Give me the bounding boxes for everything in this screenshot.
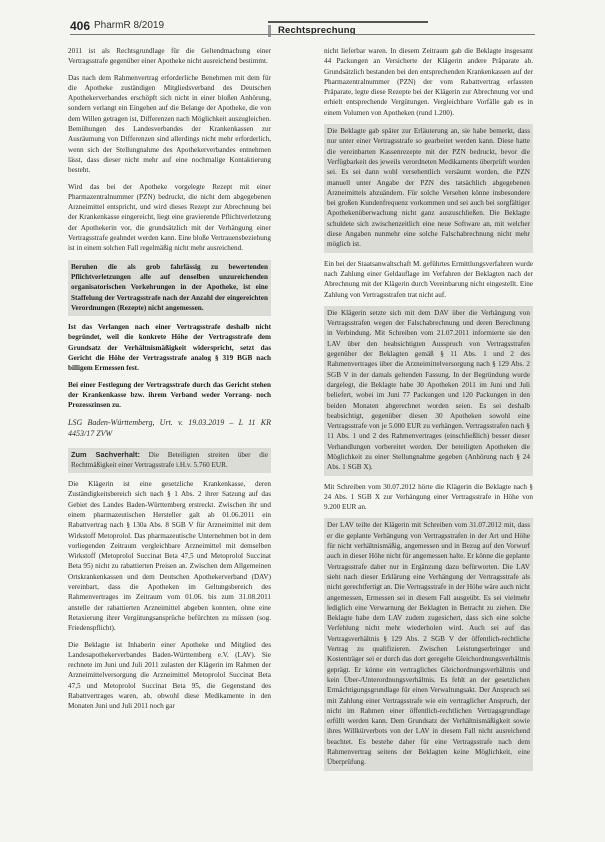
paragraph: Die Klägerin setzte sich mit dem DAV über die Verhängung von Vertragsstrafen wegen der Falschabrechnung und deren Berechnung in Verbindung. Mit Schreiben vom 21.07.2011 informierte sie den LAV über den beabsichtigten Ausspruch von Vertragsstrafen gegenüber der Beklagten gemäß § 11 Abs. 1 und 2 des Rahmenvertrages über die Arzneimittelversorgung nach § 129 Abs. 2 SGB V in der damals geltenden Fassung. In der Begründung wurde dargelegt, die Beklagte habe 30 Apotheken 2011 im Juni und Juli beliefert, wobei im Juni 77 Packungen und 120 Packungen in den beiden Monaten abgerechnet worden seien. Es sei deshalb beabsichtigt, gegenüber diesen 30 Apotheken sowohl eine Vertragsstrafe von je 5.000 EUR zu verhängen. Vertragsstrafen nach § 11 Abs. 1 und 2 des Rahmenvertrages (einschließlich) besser dieser Verhandlungen vorbereitet werden. Der beteiligten Apotheken die Möglichkeit zu einer Stellungnahme gegeben (Anhörung nach § 24 Abs. 1 SGB X).: [327, 308, 530, 472]
paragraph: Wird das bei der Apotheke vorgelegte Rezept mit einer Pharmazentralnummer (PZN) bedruckt, die nicht dem abgegebenen Arzneimittel entspricht, und wird dieses Rezept zur Abrechnung bei der Krankenkasse eingereicht, liegt eine gravierende Pflichtverletzung der Apothekerin vor, die grundsätzlich mit der Verhängung einer Vertragsstrafe geahndet werden kann. Eine bloße Vertrauensbeziehung ist in einem solchen Fall regelmäßig nicht mehr ausreichend.: [68, 182, 271, 253]
headnote-paragraph: Beruhen die als grob fahrlässig zu bewertenden Pflichtverletzungen alle auf denselben unzureichenden organisatorischen Vorkehrungen in der Apotheke, ist eine Staffelung der Vertragsstrafe nach der Anzahl der eingereichten Verordnungen (Rezepte) nicht angemessen.: [71, 262, 268, 312]
shaded-paragraph: [324, 518, 533, 770]
right-column: [324, 46, 533, 777]
paragraph: Die Klägerin ist eine gesetzliche Krankenkasse, deren Zuständigkeitsbereich sich nach § 1 Abs. 2 ihrer Satzung auf das Gebiet des Landes Baden-Württemberg erstreckt. Zwischen ihr und einem pharmazeutischen Hersteller galt ab 01.06.2011 ein Rabattvertrag nach § 130a Abs. 8 SGB V für Arzneimittel mit dem Wirkstoff Metoprolol. Das pharmazeutische Unternehmen bot in dem vorliegenden Zeitraum vergleichbare Arzneimittel mit demselben Wirkstoff (Metoprolol Succinat Beta 47,5 und Metoprolol Succinat Beta 95) nicht zu rabattierten Preisen an. Zwischen dem Allgemeinen Ortskrankenkassen und dem Deutschen Apothekerverband (DAV) vereinbart, dass die Apotheken im Geltungsbereich des Rahmenvertrages im Zeitraum vom 01.06. bis zum 31.08.2011 anstelle der rabattierten Arzneimittel abgeben konnten, ohne eine Retaxierung ihrer Vergütungsansprüche befürchten zu müssen (sog. Friedenspflicht).: [68, 480, 271, 633]
sachverhalt-intro: Die Beteiligten streiten über die Rechtmäßigkeit einer Vertragsstrafe i.H.v. 5.760 EUR.: [71, 450, 269, 469]
headnote-paragraph: Bei einer Festlegung der Vertragsstrafe durch das Gericht stehen der Krankenkasse bzw. ihrem Verband weder Vorrang- noch Prozesszinsen zu.: [68, 380, 271, 410]
headnote-paragraph: Ist das Verlangen nach einer Vertragsstrafe deshalb nicht begründet, weil die konkrete Höhe der Vertragsstrafe dem Grundsatz der Verhältnismäßigkeit widerspricht, setzt das Gericht die Höhe der Vertragsstrafe analog § 319 BGB nach billigem Ermessen fest.: [68, 323, 271, 373]
shaded-paragraph: [324, 306, 533, 476]
sachverhalt-box: [68, 448, 271, 474]
page-header: [0, 8, 605, 40]
paragraph: Mit Schreiben vom 30.07.2012 hörte die Klägerin die Beklagte nach § 24 Abs. 1 SGB X zur Verhängung einer Vertragsstrafe in Höhe von 9.200 EUR an.: [324, 482, 533, 512]
headnote-box: [68, 260, 271, 316]
header-rule: [70, 34, 535, 35]
sachverhalt-label: Zum Sachverhalt:: [71, 449, 140, 459]
left-column: [68, 46, 271, 718]
paragraph: Die Beklagte ist Inhaberin einer Apotheke und Mitglied des Landesapothekerverbandes Baden-Württemberg e.V. (LAV). Sie rechnete im Juni und Juli 2011 zulasten der Klägerin im Rahmen der Arzneimittelversorgung die Arzneimittel Metoprolol Succinat Beta 47,5 und Metoprolol Succinat Beta 95, die Gegenstand des Rabattvertrages waren, ab, obwohl diese Medikamente in den Monaten Juni und Juli 2011 noch gar: [68, 640, 271, 711]
shaded-paragraph: [324, 124, 533, 253]
paragraph: Das nach dem Rahmenvertrag erforderliche Benehmen mit dem für die Apotheke zuständigen Mitgliedsverband des Deutschen Apothekerverbandes erschöpft sich nicht in einer bloßen Anhörung, sondern verlangt ein Eingehen auf die Belange der Apotheke, die von dem Willen getragen ist, Differenzen nach Möglichkeit auszugleichen. Bemühungen des Landesverbandes der Krankenkassen zur Ausräumung von Differenzen sind allerdings nicht mehr erforderlich, wenn sich der Stellungnahme des Apothekerverbandes entnehmen lässt, dass dieser nicht mehr auf eine nochmalige Kontaktierung besteht.: [68, 73, 271, 175]
paragraph: nicht lieferbar waren. In diesem Zeitraum gab die Beklagte insgesamt 44 Packungen an Versicherte der Klägerin andere Präparate ab. Grundsätzlich bestanden bei den entsprechenden Krankenkassen auf der Pharmazentralnummer (PZN) der vom Rabattvertrag erfassten Präparate, legte diese Rezepte bei der Klägerin zur Abrechnung vor und erhielt entsprechende Vergütungen. Vergleichbare Vorfälle gab es in einem Volumen von Apotheken (rund 1.200).: [324, 47, 533, 117]
section-title: Rechtsprechung: [268, 21, 428, 37]
paragraph: 2011 ist als Rechtsgrundlage für die Geltendmachung einer Vertragsstrafe gegenüber einer Apotheke nicht ausreichend bestimmt.: [68, 47, 271, 66]
page-number: 406: [70, 19, 91, 33]
paragraph: Die Beklagte gab später zur Erläuterung an, sie habe bemerkt, dass nur unter einer Vertragsstrafe so gearbeitet werden kann. Diese hatte die vereinbarten Kassenrezepte mit der PZN bedruckt, bevor die Verfügbarkeit des jeweils verordneten Medikaments überprüft worden sei. Es sei dann wohl versehentlich versäumt worden, die PZN manuell unter Angabe der PZN des tatsächlich abgegebenen Arzneimittels abzuändern. Für solche Versehen könne insbesondere bei großen Kundenfrequenz vorkommen und sei auch bei sorgfältiger Apothekenüberwachung nicht ganz auszuschließen. Die Beklagte schuldete sich zwischenzeitlich eine neue Software an, mit welcher diese Angaben nunmehr eine solche Falschabrechnung nicht mehr möglich ist.: [327, 127, 530, 249]
journal-name: PharmR 8/2019: [94, 20, 165, 31]
paragraph: Der LAV teilte der Klägerin mit Schreiben vom 31.07.2012 mit, dass er die geplante Verhängung von Vertragsstrafen in der Art und Höhe für nicht verhältnismäßig, angemessen und in Bezug auf den Vorwurf auch in dieser Höhe nicht für angemessen halte. Er könne die geplante Vertragsstrafe daher nur in Ergänzung dazu befürworten. Die LAV sieht nach dieser Erklärung eine Verhängung der Vertragsstrafe als nicht gerechtfertigt an. Die Vertragsstrafe in der Höhe wäre auch nicht angemessen, Ermessen sei in diesem Fall ausgeübt. Es sei vielmehr lediglich eine Verwarnung der Beklagten in Betracht zu ziehen. Die Beklagte habe dem LAV zudem zugesichert, dass sich eine solche Verfehlung nicht mehr wiederholen wird. Auch sei auf das Vertragsverhältnis § 129 Abs. 2 SGB V der öffentlich-rechtliche Vertrag zu qualifizieren. Zwischen Leistungserbringer und Kostenträger sei er durch das dort geregelte Gleichordnungsverhältnis geprägt. Er könne ein vertragliches Gleichordnungsverhältnis und kein Über-/Unterordnungsverhältnis. Es fehlt an der gesetzlichen Ermächtigungsgrundlage für einen Verwaltungsakt. Der Anspruch sei mit Zahlung einer Vertragsstrafe wie ein vertraglicher Anspruch, der nicht im Rahmen einer öffentlich-rechtlichen Vertragsgrundlage erfüllt werden kann. Dem Grundsatz der Verhältnismäßigkeit sowie ihres Willkürverbots von der LAV in diesem Fall nicht ausreichend beachtet. Es bestehe daher für eine Vertragsstrafe nach dem Rahmenvertrag seitens der Beklagten keine Möglichkeit, eine Überprüfung.: [327, 521, 530, 767]
paragraph: Ein bei der Staatsanwaltschaft M. geführtes Ermittlungsverfahren wurde nach Zahlung einer Geldauflage im Verfahren der Beklagten nach der Abrechnung mit der Klägerin durch Vereinbarung nicht eingestellt. Eine Zahlung von Vertragsstrafen trat nicht auf.: [324, 259, 533, 299]
case-citation: LSG Baden-Württemberg, Urt. v. 19.03.2019 – L 11 KR 4453/17 ZVW: [68, 417, 271, 438]
